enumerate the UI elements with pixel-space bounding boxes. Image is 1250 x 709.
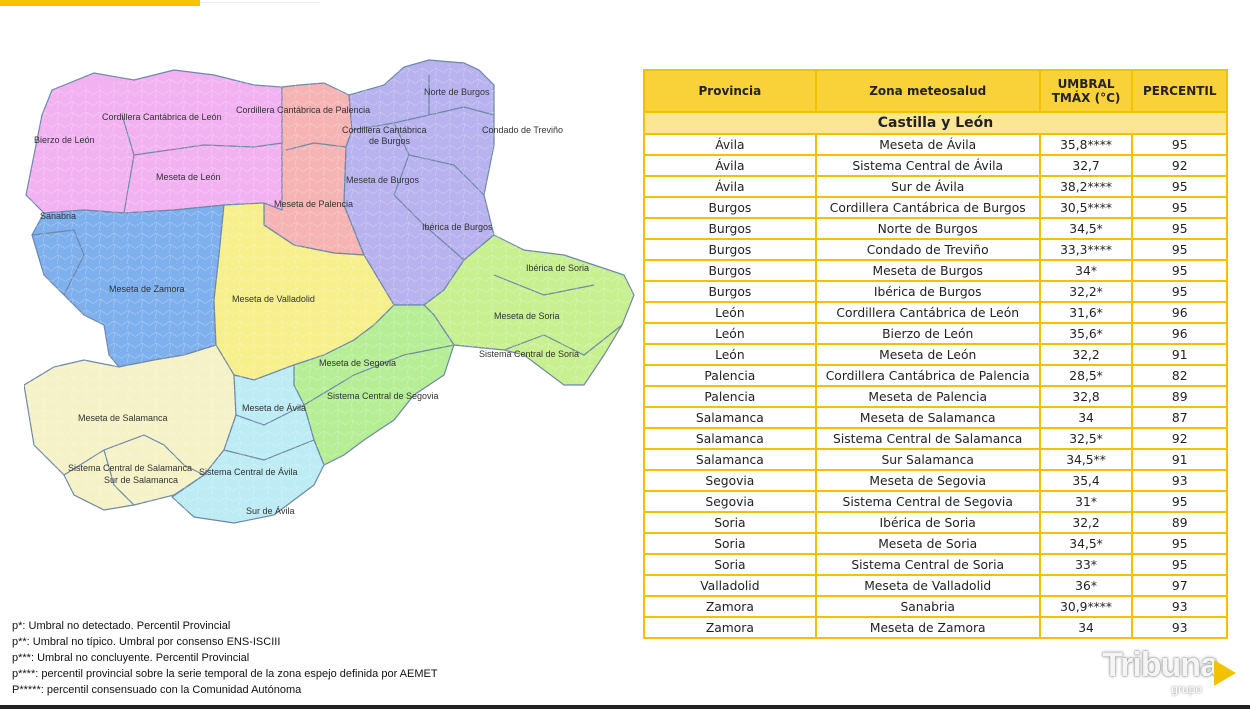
cell-provincia: Ávila [644,134,816,155]
cell-umbral: 34* [1040,260,1133,281]
cell-provincia: Salamanca [644,407,816,428]
cell-zona: Sur de Ávila [816,176,1040,197]
cell-umbral: 33* [1040,554,1133,575]
cell-provincia: Palencia [644,386,816,407]
label-norte-burgos: Norte de Burgos [424,87,490,97]
label-cordillera-palencia: Cordillera Cantábrica de Palencia [236,105,371,115]
cell-zona: Cordillera Cantábrica de León [816,302,1040,323]
table-row [644,155,1227,176]
footnote: p****: percentil provincial sobre la serie temporal de la zona espejo definida por AEMET [12,668,438,680]
label-bierzo: Bierzo de León [34,135,95,145]
label-cordillera-burgos-1: Cordillera Cantábrica [342,125,427,135]
cell-zona: Meseta de León [816,344,1040,365]
table-row [644,596,1227,617]
label-sur-salamanca: Sur de Salamanca [104,475,179,485]
cell-provincia: León [644,323,816,344]
cell-umbral: 28,5* [1040,365,1133,386]
cell-percentil: 95 [1132,134,1227,155]
label-meseta-salamanca: Meseta de Salamanca [78,413,168,423]
cell-zona: Meseta de Valladolid [816,575,1040,596]
cell-zona: Meseta de Soria [816,533,1040,554]
label-sistema-soria: Sistema Central de Soria [479,349,580,359]
footnote: p**: Umbral no típico. Umbral por consenso ENS-ISCIII [12,636,281,648]
cell-provincia: Salamanca [644,449,816,470]
cell-percentil: 97 [1132,575,1227,596]
cell-provincia: Soria [644,533,816,554]
header-provincia: Provincia [644,70,816,112]
cell-umbral: 38,2**** [1040,176,1133,197]
table-row [644,176,1227,197]
cell-provincia: Burgos [644,260,816,281]
table-header-row [644,70,1227,112]
cell-provincia: Palencia [644,365,816,386]
cell-percentil: 87 [1132,407,1227,428]
table-row [644,344,1227,365]
cell-zona: Meseta de Palencia [816,386,1040,407]
cell-percentil: 95 [1132,491,1227,512]
footnote: p***: Umbral no concluyente. Percentil Provincial [12,652,250,664]
header-umbral: UMBRAL TMÁX (°C) [1040,70,1133,112]
cell-zona: Meseta de Ávila [816,134,1040,155]
cell-provincia: León [644,302,816,323]
cell-umbral: 32,2 [1040,512,1133,533]
table-row [644,428,1227,449]
footnote: p*: Umbral no detectado. Percentil Provincial [12,620,231,632]
cell-zona: Sistema Central de Soria [816,554,1040,575]
label-sur-avila: Sur de Ávila [246,506,295,516]
label-sistema-salamanca: Sistema Central de Salamanca [68,463,193,473]
top-rule [200,2,320,3]
cell-percentil: 96 [1132,302,1227,323]
table-row [644,575,1227,596]
cell-percentil: 89 [1132,386,1227,407]
cell-umbral: 33,3**** [1040,239,1133,260]
cell-umbral: 32,2* [1040,281,1133,302]
cell-percentil: 95 [1132,176,1227,197]
tribuna-logo-mark [1214,660,1236,686]
cell-umbral: 34,5* [1040,218,1133,239]
cell-percentil: 95 [1132,533,1227,554]
cell-percentil: 95 [1132,218,1227,239]
cell-umbral: 35,6* [1040,323,1133,344]
table-row [644,197,1227,218]
cell-umbral: 35,4 [1040,470,1133,491]
label-meseta-avila: Meseta de Ávila [242,403,307,413]
label-meseta-soria: Meseta de Soria [494,311,560,321]
cell-percentil: 93 [1132,470,1227,491]
cell-provincia: Zamora [644,596,816,617]
label-iberica-burgos: Ibérica de Burgos [422,222,493,232]
label-meseta-burgos: Meseta de Burgos [346,175,420,185]
label-meseta-segovia: Meseta de Segovia [319,358,397,368]
label-meseta-palencia: Meseta de Palencia [274,199,354,209]
cell-umbral: 36* [1040,575,1133,596]
cell-zona: Bierzo de León [816,323,1040,344]
label-iberica-soria: Ibérica de Soria [526,263,590,273]
region-name: Castilla y León [644,112,1227,134]
cell-zona: Sur Salamanca [816,449,1040,470]
cell-zona: Ibérica de Burgos [816,281,1040,302]
cell-provincia: León [644,344,816,365]
cell-zona: Sistema Central de Ávila [816,155,1040,176]
cell-zona: Cordillera Cantábrica de Palencia [816,365,1040,386]
cell-zona: Sistema Central de Salamanca [816,428,1040,449]
cell-percentil: 95 [1132,260,1227,281]
cell-umbral: 32,7 [1040,155,1133,176]
cell-provincia: Valladolid [644,575,816,596]
cell-provincia: Segovia [644,470,816,491]
header-zona: Zona meteosalud [816,70,1040,112]
castilla-leon-zone-map [24,55,639,535]
table-row [644,134,1227,155]
cell-provincia: Zamora [644,617,816,638]
threshold-table [643,69,1228,639]
table-row [644,533,1227,554]
cell-provincia: Burgos [644,218,816,239]
cell-percentil: 95 [1132,239,1227,260]
cell-umbral: 34 [1040,617,1133,638]
label-meseta-valladolid: Meseta de Valladolid [232,294,315,304]
cell-zona: Cordillera Cantábrica de Burgos [816,197,1040,218]
label-meseta-zamora: Meseta de Zamora [109,284,185,294]
cell-zona: Meseta de Burgos [816,260,1040,281]
table-row [644,617,1227,638]
label-sistema-segovia: Sistema Central de Segovia [327,391,439,401]
label-cordillera-burgos-2: de Burgos [369,136,411,146]
label-cordillera-leon: Cordillera Cantábrica de León [102,112,222,122]
cell-percentil: 92 [1132,428,1227,449]
footnotes [12,618,438,698]
cell-umbral: 31,6* [1040,302,1133,323]
table-row [644,554,1227,575]
cell-percentil: 96 [1132,323,1227,344]
table-row [644,323,1227,344]
table-row [644,407,1227,428]
table-row [644,512,1227,533]
cell-provincia: Soria [644,512,816,533]
cell-zona: Sanabria [816,596,1040,617]
cell-provincia: Segovia [644,491,816,512]
cell-percentil: 95 [1132,554,1227,575]
header-percentil: PERCENTIL [1132,70,1227,112]
cell-percentil: 92 [1132,155,1227,176]
top-accent-bar [0,0,200,6]
table-row [644,218,1227,239]
cell-umbral: 32,8 [1040,386,1133,407]
cell-percentil: 91 [1132,344,1227,365]
cell-umbral: 34 [1040,407,1133,428]
cell-umbral: 34,5** [1040,449,1133,470]
cell-provincia: Burgos [644,239,816,260]
label-sanabria: Sanabria [40,211,77,221]
cell-zona: Meseta de Segovia [816,470,1040,491]
cell-provincia: Salamanca [644,428,816,449]
cell-umbral: 32,2 [1040,344,1133,365]
cell-percentil: 95 [1132,197,1227,218]
cell-percentil: 89 [1132,512,1227,533]
cell-percentil: 82 [1132,365,1227,386]
cell-zona: Meseta de Zamora [816,617,1040,638]
cell-provincia: Ávila [644,155,816,176]
table-row [644,470,1227,491]
table-row [644,302,1227,323]
cell-percentil: 93 [1132,617,1227,638]
cell-zona: Sistema Central de Segovia [816,491,1040,512]
tribuna-watermark: Tribuna [1102,646,1218,684]
cell-percentil: 93 [1132,596,1227,617]
cell-umbral: 30,5**** [1040,197,1133,218]
bottom-rule [0,705,1250,709]
table-row [644,260,1227,281]
cell-umbral: 31* [1040,491,1133,512]
cell-zona: Meseta de Salamanca [816,407,1040,428]
label-meseta-leon: Meseta de León [156,172,221,182]
cell-percentil: 95 [1132,281,1227,302]
cell-umbral: 35,8**** [1040,134,1133,155]
cell-zona: Norte de Burgos [816,218,1040,239]
cell-umbral: 34,5* [1040,533,1133,554]
cell-zona: Ibérica de Soria [816,512,1040,533]
tribuna-watermark-sub: grupo [1171,682,1202,696]
table-row [644,449,1227,470]
cell-percentil: 91 [1132,449,1227,470]
region-row [644,112,1227,134]
cell-umbral: 32,5* [1040,428,1133,449]
cell-provincia: Burgos [644,281,816,302]
cell-umbral: 30,9**** [1040,596,1133,617]
label-sistema-avila: Sistema Central de Ávila [199,467,298,477]
table-row [644,491,1227,512]
table-row [644,281,1227,302]
cell-provincia: Burgos [644,197,816,218]
cell-zona: Condado de Treviño [816,239,1040,260]
footnote: P*****: percentil consensuado con la Comunidad Autónoma [12,684,302,696]
table-row [644,239,1227,260]
cell-provincia: Ávila [644,176,816,197]
table-row [644,386,1227,407]
cell-provincia: Soria [644,554,816,575]
table-row [644,365,1227,386]
label-trevino: Condado de Treviño [482,125,564,135]
